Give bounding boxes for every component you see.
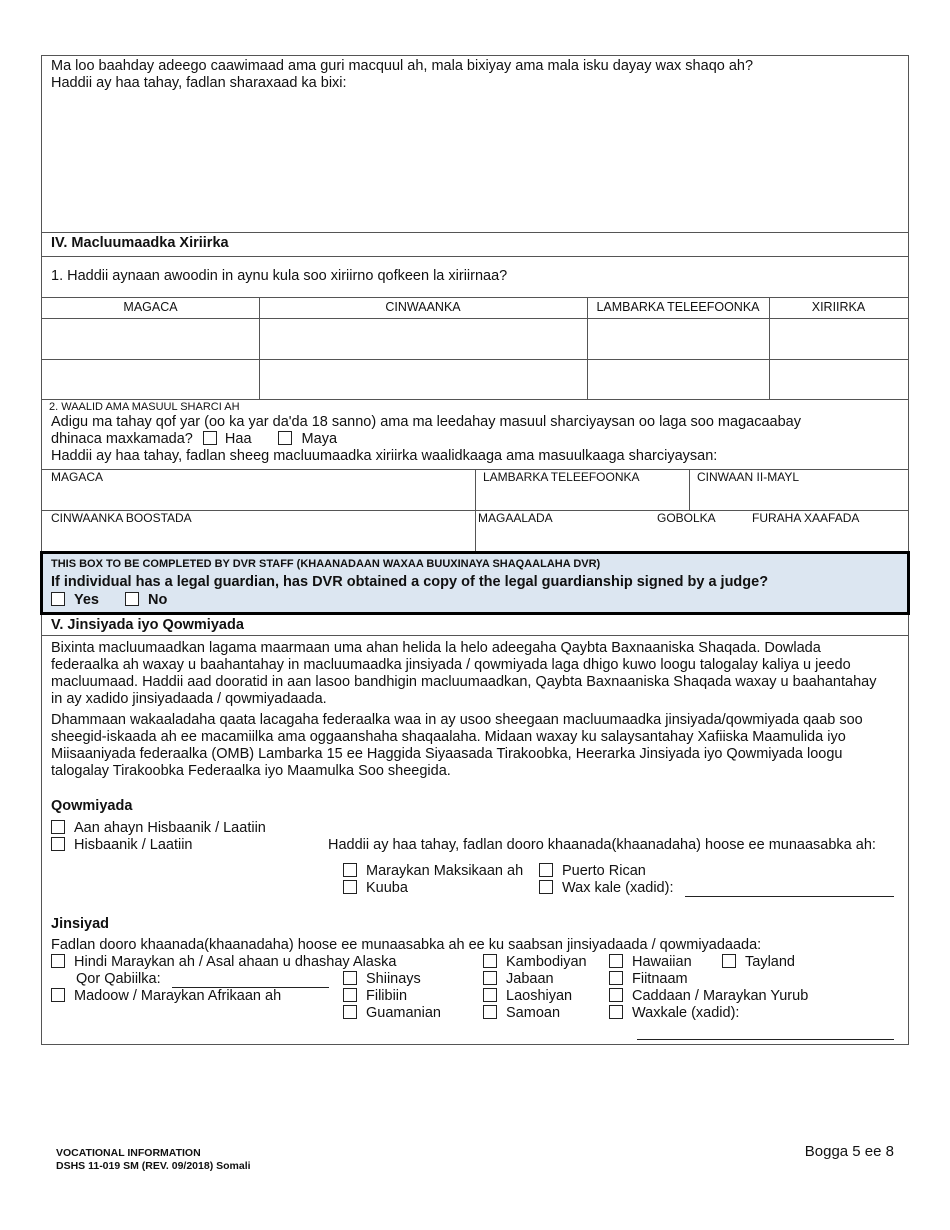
dvr-staff-box: [40, 551, 910, 615]
col-header-phone: LAMBARKA TELEEFOONKA: [596, 300, 760, 314]
guardian-city-state-zip-field[interactable]: [476, 525, 907, 550]
guardian-email-label: CINWAAN II-MAYL: [697, 470, 800, 484]
option-laotian[interactable]: [483, 988, 572, 1005]
native-american-checkbox[interactable]: [51, 954, 65, 968]
prior-services-answer-area[interactable]: [51, 96, 901, 226]
contact-question-1: 1. Haddii aynaan awoodin in aynu kula soo xiriirno qofkeen la xiriirnaa?: [51, 268, 508, 284]
guardian-phone-label: LAMBARKA TELEEFOONKA: [483, 470, 640, 484]
laotian-checkbox[interactable]: [483, 988, 497, 1002]
thai-label: Tayland: [745, 954, 795, 970]
black-label: Madoow / Maraykan Afrikaan ah: [74, 988, 282, 1004]
option-thai[interactable]: [722, 954, 795, 971]
option-mexican[interactable]: [343, 863, 523, 880]
question-line-1: Ma loo baahday adeego caawimaad ama guri macquul ah, mala bixiyay ama mala isku dayay wax shaqo ah?: [51, 58, 754, 74]
black-checkbox[interactable]: [51, 988, 65, 1002]
option-other-race[interactable]: [609, 1005, 739, 1022]
puerto-rican-checkbox[interactable]: [539, 863, 553, 877]
contact-row-1-address[interactable]: [260, 319, 586, 358]
col-header-name: MAGACA: [123, 300, 178, 314]
mexican-checkbox[interactable]: [343, 863, 357, 877]
hawaiian-checkbox[interactable]: [609, 954, 623, 968]
guardian-no-label: Maya: [301, 431, 338, 447]
guardian-label: 2. WAALID AMA MASUUL SHARCI AH: [49, 401, 240, 413]
option-filipino[interactable]: [343, 988, 407, 1005]
hispanic-checkbox[interactable]: [51, 837, 65, 851]
chinese-checkbox[interactable]: [343, 971, 357, 985]
filipino-label: Filibiin: [366, 988, 408, 1004]
dvr-box-options: [51, 592, 167, 609]
option-hispanic[interactable]: [51, 837, 193, 854]
dvr-box-header: THIS BOX TO BE COMPLETED BY DVR STAFF (KHAANADAAN WAXAA BUUXINAYA SHAQAALAHA DVR): [51, 558, 601, 570]
vietnamese-label: Fiitnaam: [632, 971, 688, 987]
section-v-paragraph-1: [51, 640, 901, 708]
paragraph-1-line: macluumaad. Haddii aad dooratid in aan lasoo bandhigin macluumaadkan, Qaybta Baxnaaniska Shaqada waxay u baahantahay: [51, 674, 877, 690]
vietnamese-checkbox[interactable]: [609, 971, 623, 985]
other-hispanic-checkbox[interactable]: [539, 880, 553, 894]
option-puerto-rican[interactable]: [539, 863, 646, 880]
other-race-label: Waxkale (xadid):: [632, 1005, 740, 1021]
footer-left: [56, 1147, 251, 1173]
guardian-city-label: MAGAALADA: [478, 511, 553, 525]
cuban-checkbox[interactable]: [343, 880, 357, 894]
footer-title: VOCATIONAL INFORMATION: [56, 1147, 201, 1159]
guardian-state-label: GOBOLKA: [657, 511, 716, 525]
option-hawaiian[interactable]: [609, 954, 692, 971]
option-black[interactable]: [51, 988, 281, 1005]
page-number: Bogga 5 ee 8: [804, 1143, 894, 1160]
ethnicity-title: Qowmiyada: [51, 798, 133, 814]
option-other-hispanic[interactable]: [539, 880, 673, 897]
cambodian-label: Kambodiyan: [506, 954, 587, 970]
race-prompt: Fadlan dooro khaanada(khaanadaha) hoose ee munaasabka ah ee ku saabsan jinsiyadaada / qowmiyadaada:: [51, 937, 762, 953]
dvr-yes-label: Yes: [74, 592, 99, 608]
guardian-question-court: dhinaca maxkamada?: [51, 431, 193, 447]
dvr-box-question: If individual has a legal guardian, has DVR obtained a copy of the legal guardianship signed by a judge?: [51, 574, 769, 590]
guamanian-label: Guamanian: [366, 1005, 441, 1021]
contact-row-1-relationship[interactable]: [770, 319, 907, 358]
dvr-yes-checkbox[interactable]: [51, 592, 65, 606]
guardian-question-line-2: [51, 431, 901, 448]
option-not-hispanic[interactable]: [51, 820, 266, 837]
guardian-question-line-3: Haddii ay haa tahay, fadlan sheeg macluumaadka xiriirka waalidkaaga ama masuulkaaga sharciyaysan:: [51, 448, 718, 464]
option-guamanian[interactable]: [343, 1005, 441, 1022]
paragraph-1-line: in ay xadido jinsiyadaada / qowmiyadaada.: [51, 691, 327, 707]
col-header-address: CINWAANKA: [385, 300, 461, 314]
guardian-name-label: MAGACA: [51, 470, 104, 484]
guardian-zip-label: FURAHA XAAFADA: [752, 511, 860, 525]
section-iv-title: IV. Macluumaadka Xiriirka: [51, 235, 229, 251]
guardian-no-checkbox[interactable]: [278, 431, 292, 445]
paragraph-1-line: federaalka ah waxay u baahantahay in macluumaadka jinsiyada / qowmiyada laga dhigo kuwo loogu talogalay kaliya u jeedo: [51, 657, 851, 673]
guardian-mailing-address-field[interactable]: [43, 525, 474, 550]
cuban-label: Kuuba: [366, 880, 408, 896]
chinese-label: Shiinays: [366, 971, 421, 987]
other-race-checkbox[interactable]: [609, 1005, 623, 1019]
contact-row-1-name[interactable]: [43, 319, 258, 358]
laotian-label: Laoshiyan: [506, 988, 573, 1004]
option-white[interactable]: [609, 988, 808, 1005]
option-vietnamese[interactable]: [609, 971, 688, 988]
contact-table: [42, 297, 908, 399]
question-line-2: Haddii ay haa tahay, fadlan sharaxaad ka bixi:: [51, 75, 347, 91]
contact-row-2-name[interactable]: [43, 360, 258, 398]
prior-services-question: [51, 58, 901, 92]
option-cuban[interactable]: [343, 880, 408, 897]
col-header-relationship: XIRIIRKA: [811, 300, 866, 314]
guamanian-checkbox[interactable]: [343, 1005, 357, 1019]
section-v-title: V. Jinsiyada iyo Qowmiyada: [51, 617, 244, 633]
filipino-checkbox[interactable]: [343, 988, 357, 1002]
contact-row-2-address[interactable]: [260, 360, 586, 398]
option-japanese[interactable]: [483, 971, 554, 988]
guardian-question-line-1: Adigu ma tahay qof yar (oo ka yar da'da 18 sanno) ama ma leedahay masuul sharciyaysan oo laga soo magacaabay: [51, 414, 801, 430]
contact-row-2-phone[interactable]: [588, 360, 768, 398]
option-chinese[interactable]: [343, 971, 421, 988]
mexican-label: Maraykan Maksikaan ah: [366, 863, 524, 879]
white-label: Caddaan / Maraykan Yurub: [632, 988, 809, 1004]
paragraph-2-line: Miisaaniyada federaalka (OMB) Lambarka 15 ee Haggida Siyaasada Tirakoobka, Heerarka Jinsiyada iyo Qowmiyada loogu: [51, 746, 843, 762]
hawaiian-label: Hawaiian: [632, 954, 692, 970]
japanese-checkbox[interactable]: [483, 971, 497, 985]
dvr-no-label: No: [148, 592, 168, 608]
cambodian-checkbox[interactable]: [483, 954, 497, 968]
option-cambodian[interactable]: [483, 954, 587, 971]
puerto-rican-label: Puerto Rican: [562, 863, 646, 879]
contact-row-1-phone[interactable]: [588, 319, 768, 358]
contact-row-2-relationship[interactable]: [770, 360, 907, 398]
dvr-no-checkbox[interactable]: [125, 592, 139, 606]
not-hispanic-label: Aan ahayn Hisbaanik / Laatiin: [74, 820, 266, 836]
not-hispanic-checkbox[interactable]: [51, 820, 65, 834]
paragraph-2-line: talogalay Tirakoobka Federaalka iyo Maamulka Soo sheegida.: [51, 763, 451, 779]
guardian-yes-label: Haa: [224, 431, 252, 447]
thai-checkbox[interactable]: [722, 954, 736, 968]
option-samoan[interactable]: [483, 1005, 560, 1022]
guardian-mailing-address-label: CINWAANKA BOOSTADA: [51, 511, 192, 525]
race-title: Jinsiyad: [51, 916, 110, 932]
guardian-question: [51, 414, 901, 465]
hispanic-label: Hisbaanik / Laatiin: [74, 837, 193, 853]
form-frame: [41, 55, 909, 1045]
footer-form-number: DSHS 11-019 SM (REV. 09/2018) Somali: [56, 1160, 251, 1172]
other-hispanic-label: Wax kale (xadid):: [562, 880, 674, 896]
paragraph-1-line: Bixinta macluumaadkan lagama maarmaan uma ahan helida la helo adeegaha Qaybta Baxnaaniska Shaqada. Dowlada: [51, 640, 821, 656]
guardian-yes-checkbox[interactable]: [203, 431, 217, 445]
japanese-label: Jabaan: [506, 971, 554, 987]
tribe-label: Qor Qabiilka:: [76, 971, 161, 987]
section-v-paragraph-2: [51, 712, 901, 780]
hispanic-prompt: Haddii ay haa tahay, fadlan dooro khaanada(khaanadaha) hoose ee munaasabka ah:: [328, 837, 876, 853]
paragraph-2-line: Dhammaan wakaaladaha qaata lacagaha federaalka waa in ay usoo sheegaan macluumaadka jinsiyada/qowmiyada qaab soo: [51, 712, 863, 728]
guardian-email-field[interactable]: [690, 484, 907, 509]
white-checkbox[interactable]: [609, 988, 623, 1002]
paragraph-2-line: sheegid-iskaada ah ee macamiilka ama oggaanshaha shaqaalaha. Midaan waxay ku salaysantahay Xafiiska Maamulida iyo: [51, 729, 846, 745]
option-native-american[interactable]: [51, 954, 396, 971]
samoan-label: Samoan: [506, 1005, 561, 1021]
native-american-label: Hindi Maraykan ah / Asal ahaan u dhashay Alaska: [74, 954, 397, 970]
guardian-name-field[interactable]: [43, 484, 474, 509]
other-race-input-line[interactable]: [637, 1039, 894, 1040]
samoan-checkbox[interactable]: [483, 1005, 497, 1019]
guardian-phone-field[interactable]: [476, 484, 688, 509]
other-hispanic-input-line[interactable]: [685, 896, 894, 897]
